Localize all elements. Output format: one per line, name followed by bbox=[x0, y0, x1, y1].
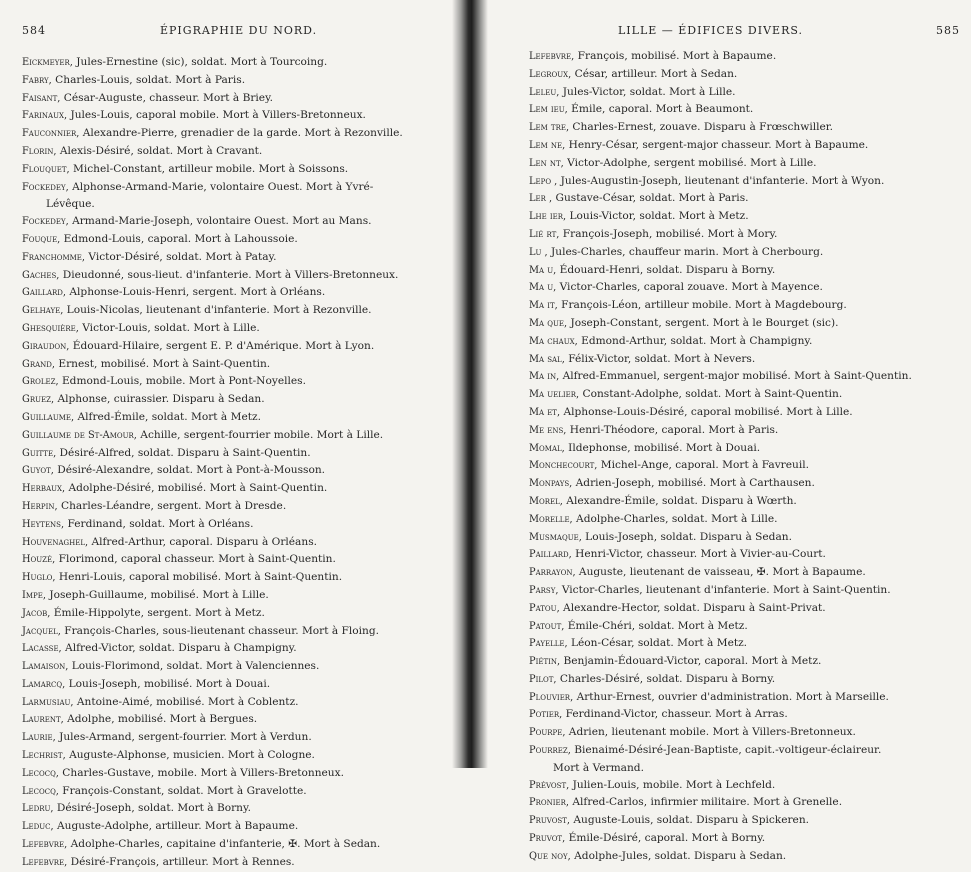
list-item bbox=[529, 208, 959, 226]
entry-details: Édouard-Henri, soldat. Disparu à Borny. bbox=[556, 263, 776, 276]
entry-surname: Giraudon, bbox=[22, 340, 70, 352]
list-item bbox=[529, 618, 959, 636]
entry-details: Edmond-Louis, caporal. Mort à Lahoussoie. bbox=[60, 232, 298, 245]
list-item bbox=[529, 848, 959, 866]
entry-surname: Florin, bbox=[22, 145, 57, 157]
list-item bbox=[529, 493, 959, 511]
entry-surname: Fabry, bbox=[22, 74, 52, 86]
entry-surname: Leleu, bbox=[529, 86, 560, 98]
list-item bbox=[529, 48, 959, 66]
list-item bbox=[529, 404, 959, 422]
entry-surname: Patou, bbox=[529, 602, 560, 614]
list-item bbox=[529, 511, 959, 529]
entry-details: Victor-Désiré, soldat. Mort à Patay. bbox=[85, 250, 277, 263]
list-item bbox=[529, 226, 959, 244]
list-item bbox=[22, 391, 442, 409]
entry-surname: Pronier, bbox=[529, 797, 569, 809]
entry-details: Gustave-César, soldat. Mort à Paris. bbox=[552, 192, 749, 205]
entry-details: César-Auguste, chasseur. Mort à Briey. bbox=[60, 91, 274, 104]
entry-surname: Patout, bbox=[529, 620, 565, 632]
list-item bbox=[529, 101, 959, 119]
entry-surname: Flouquet, bbox=[22, 163, 70, 175]
list-item bbox=[22, 427, 442, 445]
entry-details: Adolphe-Désiré, mobilisé. Mort à Saint-Quentin. bbox=[65, 482, 328, 495]
entry-surname: Payelle, bbox=[529, 638, 568, 650]
entry-details: Alexandre-Hector, soldat. Disparu à Saint-Privat. bbox=[559, 601, 826, 614]
entry-surname: Ghesquière, bbox=[22, 322, 79, 334]
entry-details: Joseph-Constant, sergent. Mort à le Bourget (sic). bbox=[567, 316, 839, 329]
entry-details: Alfred-Victor, soldat. Disparu à Champigny. bbox=[61, 642, 297, 655]
list-item bbox=[529, 742, 959, 760]
list-item bbox=[22, 213, 442, 231]
entry-details: Charles-Ernest, zouave. Disparu à Frœschwiller. bbox=[569, 121, 834, 134]
entry-details: Alfred-Emmanuel, sergent-major mobilisé. Mort à Saint-Quentin. bbox=[559, 370, 912, 383]
list-item bbox=[22, 302, 442, 320]
entry-surname: Ma uelier, bbox=[529, 389, 580, 401]
entry-details: Victor-Charles, lieutenant d'infanterie. Mort à Saint-Quentin. bbox=[558, 583, 891, 596]
entry-details: Alexandre-Pierre, grenadier de la garde. Mort à Rezonville. bbox=[79, 127, 403, 140]
list-item bbox=[529, 173, 959, 191]
entry-details: Félix-Victor, soldat. Mort à Nevers. bbox=[564, 352, 756, 365]
entry-surname: Fockedey, bbox=[22, 181, 69, 193]
list-item bbox=[529, 529, 959, 547]
entry-details: Edmond-Louis, mobile. Mort à Pont-Noyelles. bbox=[58, 375, 306, 388]
list-item bbox=[529, 600, 959, 618]
entry-surname: Faisant, bbox=[22, 92, 61, 104]
entry-details: Louis-Joseph, soldat. Disparu à Sedan. bbox=[581, 530, 792, 543]
entry-surname: Gaches, bbox=[22, 269, 60, 281]
entry-details: Émile-Hippolyte, sergent. Mort à Metz. bbox=[50, 606, 265, 619]
entry-details: Antoine-Aimé, mobilisé. Mort à Coblentz. bbox=[73, 695, 299, 708]
entry-details: Victor-Louis, soldat. Mort à Lille. bbox=[78, 321, 260, 334]
entry-surname: Ma et, bbox=[529, 406, 561, 418]
entry-details: Charles-Désiré, soldat. Disparu à Borny. bbox=[556, 672, 776, 685]
list-item bbox=[22, 409, 442, 427]
entry-details: Adolphe-Charles, capitaine d'infanterie, ✠. Mort à Sedan. bbox=[67, 838, 381, 851]
entry-surname: Herpin, bbox=[22, 500, 58, 512]
entry-surname: Lefebvre, bbox=[22, 856, 68, 868]
entry-details: Adrien-Joseph, mobilisé. Mort à Carthausen. bbox=[572, 477, 815, 490]
entry-surname: Houzé, bbox=[22, 554, 56, 566]
list-item bbox=[22, 249, 442, 267]
entry-surname: Ler , bbox=[529, 193, 553, 205]
entry-details: Jules-Louis, caporal mobile. Mort à Villers-Bretonneux. bbox=[67, 109, 366, 122]
list-item bbox=[529, 653, 959, 671]
entry-surname: Lefebvre, bbox=[529, 51, 575, 62]
entry-surname: Lechrist, bbox=[22, 750, 66, 762]
entry-details: Ferdinand-Victor, chasseur. Mort à Arras. bbox=[562, 708, 788, 721]
entry-details: Louis-Victor, soldat. Mort à Metz. bbox=[566, 210, 749, 223]
entry-surname: Fouque, bbox=[22, 233, 61, 245]
entry-surname: Lecocq, bbox=[22, 785, 59, 797]
entry-surname: Lu , bbox=[529, 246, 548, 258]
entry-details: Florimond, caporal chasseur. Mort à Saint-Quentin. bbox=[55, 553, 336, 566]
entry-details: Louis-Nicolas, lieutenant d'infanterie. Mort à Rezonville. bbox=[63, 304, 372, 317]
entry-details: Victor-Charles, caporal zouave. Mort à Mayence. bbox=[556, 281, 823, 294]
list-item bbox=[529, 777, 959, 795]
list-item bbox=[529, 368, 959, 386]
entry-details: Ferdinand, soldat. Mort à Orléans. bbox=[64, 517, 254, 530]
list-item bbox=[22, 783, 442, 801]
list-item bbox=[529, 812, 959, 830]
entry-details: Louis-Florimond, soldat. Mort à Valenciennes. bbox=[68, 660, 320, 673]
entry-surname: Piétin, bbox=[529, 656, 561, 668]
entry-details: Alexis-Désiré, soldat. Mort à Cravant. bbox=[56, 144, 263, 157]
entry-details: Désiré-Alexandre, soldat. Mort à Pont-à-Mousson. bbox=[53, 464, 326, 477]
entry-surname: Fauconnier, bbox=[22, 128, 80, 140]
entry-surname: Ma sal, bbox=[529, 353, 565, 365]
entry-details: Charles-Léandre, sergent. Mort à Dresde. bbox=[57, 499, 287, 512]
list-item bbox=[529, 830, 959, 848]
list-item bbox=[529, 724, 959, 742]
list-item bbox=[529, 440, 959, 458]
list-item bbox=[22, 445, 442, 463]
left-page-number: 584 bbox=[22, 24, 46, 37]
entry-details: Édouard-Hilaire, sergent E. P. d'Amérique. Mort à Lyon. bbox=[69, 339, 375, 352]
list-item bbox=[22, 818, 442, 836]
entry-details: Jules-Augustin-Joseph, lieutenant d'infanterie. Mort à Wyon. bbox=[557, 174, 885, 187]
list-item bbox=[529, 279, 959, 297]
entry-surname: Fockedey, bbox=[22, 216, 69, 228]
entry-details: François-Constant, soldat. Mort à Gravelotte. bbox=[58, 784, 307, 797]
entry-surname: Herbaux, bbox=[22, 483, 66, 495]
entry-surname: Parsy, bbox=[529, 584, 559, 596]
entry-surname: Gelhaye, bbox=[22, 305, 64, 317]
entry-surname: Monchecourt, bbox=[529, 460, 598, 472]
list-item bbox=[529, 671, 959, 689]
entry-surname: Jacob, bbox=[22, 607, 51, 619]
entry-surname: Heytens, bbox=[22, 518, 65, 530]
list-item bbox=[22, 587, 442, 605]
entry-surname: Lefebvre, bbox=[22, 839, 68, 851]
entry-details: Constant-Adolphe, soldat. Mort à Saint-Quentin. bbox=[579, 388, 843, 401]
list-item bbox=[529, 794, 959, 812]
entry-surname: Gruez, bbox=[22, 394, 55, 406]
entry-surname: Gaillard, bbox=[22, 287, 66, 299]
entry-surname: Ma u, bbox=[529, 282, 557, 294]
entry-details: Michel-Ange, caporal. Mort à Favreuil. bbox=[597, 459, 809, 472]
entry-details: Auguste-Alphonse, musicien. Mort à Cologne. bbox=[65, 749, 315, 762]
entry-details: Arthur-Ernest, ouvrier d'administration. Mort à Marseille. bbox=[573, 690, 889, 703]
left-page bbox=[0, 0, 468, 868]
entry-surname: Que noy, bbox=[529, 850, 571, 862]
list-item bbox=[22, 516, 442, 534]
entry-surname: Len nt, bbox=[529, 157, 564, 169]
entry-details: Alphonse, cuirassier. Disparu à Sedan. bbox=[54, 393, 265, 406]
entry-surname: Lamaison, bbox=[22, 661, 69, 673]
entry-details: Jules-Charles, chauffeur marin. Mort à Cherbourg. bbox=[547, 245, 824, 258]
entry-details: Jules-Armand, sergent-fourrier. Mort à Verdun. bbox=[55, 731, 312, 744]
entry-surname: Plouvier, bbox=[529, 691, 574, 703]
list-item bbox=[22, 143, 442, 161]
list-item bbox=[22, 605, 442, 623]
entry-surname: Musmaque, bbox=[529, 531, 582, 543]
list-item bbox=[22, 711, 442, 729]
list-item bbox=[529, 706, 959, 724]
list-item bbox=[22, 107, 442, 125]
list-item bbox=[22, 800, 442, 818]
entry-surname: Ma chaux, bbox=[529, 335, 578, 347]
list-item bbox=[529, 386, 959, 404]
entry-details: Dieudonné, sous-lieut. d'infanterie. Mort à Villers-Bretonneux. bbox=[59, 268, 399, 281]
entry-details: Alfred-Carlos, infirmier militaire. Mort à Grenelle. bbox=[569, 796, 843, 809]
entry-surname: Jacquel, bbox=[22, 625, 61, 637]
entry-surname: Ledru, bbox=[22, 803, 54, 815]
right-page-number: 585 bbox=[936, 24, 960, 37]
entry-details: Auguste-Louis, soldat. Disparu à Spickeren. bbox=[570, 814, 810, 827]
list-item bbox=[529, 760, 959, 777]
list-item bbox=[22, 480, 442, 498]
entry-details: Henri-Théodore, caporal. Mort à Paris. bbox=[566, 423, 779, 436]
entry-details: Alfred-Émile, soldat. Mort à Metz. bbox=[74, 410, 261, 423]
entry-details: Charles-Gustave, mobile. Mort à Villers-Bretonneux. bbox=[58, 766, 344, 779]
entry-surname: Parrayon, bbox=[529, 567, 576, 579]
entry-surname: Momal, bbox=[529, 442, 565, 454]
entry-details: Alphonse-Louis-Henri, sergent. Mort à Orléans. bbox=[66, 286, 326, 299]
left-running-head: ÉPIGRAPHIE DU NORD. bbox=[160, 24, 318, 37]
list-item bbox=[529, 564, 959, 582]
list-item bbox=[22, 125, 442, 143]
entry-surname: Pilot, bbox=[529, 673, 557, 685]
list-item bbox=[22, 90, 442, 108]
entry-surname: Pourrez, bbox=[529, 745, 571, 757]
entry-details: Ernest, mobilisé. Mort à Saint-Quentin. bbox=[55, 357, 271, 370]
list-item bbox=[529, 689, 959, 707]
entry-details: Henri-Victor, chasseur. Mort à Vivier-au-Court. bbox=[571, 548, 826, 561]
entry-details: Émile, caporal. Mort à Beaumont. bbox=[567, 103, 754, 116]
list-item bbox=[22, 498, 442, 516]
entry-surname: Lhe ier, bbox=[529, 211, 567, 223]
list-item bbox=[529, 119, 959, 137]
list-item bbox=[529, 333, 959, 351]
entry-surname: Guillaume de St-Amour, bbox=[22, 429, 137, 441]
list-item bbox=[22, 729, 442, 747]
list-item bbox=[22, 854, 442, 872]
list-item bbox=[529, 137, 959, 155]
entry-surname: Pourpe, bbox=[529, 727, 566, 739]
entry-details: François-Charles, sous-lieutenant chasseur. Mort à Floing. bbox=[60, 624, 380, 637]
entry-surname: Ma u, bbox=[529, 264, 557, 276]
list-item bbox=[22, 356, 442, 374]
entry-details: Edmond-Arthur, soldat. Mort à Champigny. bbox=[577, 334, 813, 347]
entry-details: Benjamin-Édouard-Victor, caporal. Mort à Metz. bbox=[560, 655, 822, 668]
entry-surname: Pruvot, bbox=[529, 833, 566, 845]
entry-details: Alphonse-Armand-Marie, volontaire Ouest. Mort à Yvré- bbox=[68, 180, 374, 193]
list-item bbox=[22, 747, 442, 765]
entry-details: Michel-Constant, artilleur mobile. Mort à Soissons. bbox=[69, 162, 349, 175]
entry-details: Joseph-Guillaume, mobilisé. Mort à Lille. bbox=[45, 588, 269, 601]
entry-surname: Impe, bbox=[22, 589, 46, 601]
entry-surname: Potier, bbox=[529, 709, 563, 721]
list-item bbox=[22, 267, 442, 285]
entry-surname: Guitte, bbox=[22, 447, 57, 459]
entry-surname: Prévost, bbox=[529, 779, 570, 791]
entry-details: Désiré-François, artilleur. Mort à Rennes. bbox=[67, 855, 295, 868]
entry-details: Louis-Joseph, mobilisé. Mort à Douai. bbox=[65, 677, 271, 690]
entry-surname: Lacasse, bbox=[22, 643, 62, 655]
entry-surname: Pruvost, bbox=[529, 815, 571, 827]
entry-details: Armand-Marie-Joseph, volontaire Ouest. Mort au Mans. bbox=[68, 215, 372, 228]
entry-details: Alphonse-Louis-Désiré, caporal mobilisé. Mort à Lille. bbox=[560, 405, 853, 418]
list-item bbox=[529, 84, 959, 102]
list-item bbox=[529, 582, 959, 600]
entry-surname: Farinaux, bbox=[22, 110, 68, 122]
entry-details: Julien-Louis, mobile. Mort à Lechfeld. bbox=[569, 778, 776, 791]
list-item bbox=[529, 297, 959, 315]
entry-details: Adrien, lieutenant mobile. Mort à Villers-Bretonneux. bbox=[565, 726, 856, 739]
entry-surname: Paillard, bbox=[529, 549, 572, 561]
list-item bbox=[22, 551, 442, 569]
list-item bbox=[529, 190, 959, 208]
entry-details: Mort à Vermand. bbox=[553, 761, 644, 774]
list-item bbox=[22, 694, 442, 712]
entry-surname: Grolez, bbox=[22, 376, 59, 388]
right-running-head: LILLE — ÉDIFICES DIVERS. bbox=[618, 24, 803, 37]
entry-details: Adolphe, mobilisé. Mort à Bergues. bbox=[63, 713, 258, 726]
list-item bbox=[22, 373, 442, 391]
list-item bbox=[529, 422, 959, 440]
entry-details: Désiré-Alfred, soldat. Disparu à Saint-Quentin. bbox=[56, 446, 311, 459]
entry-surname: Guillaume, bbox=[22, 411, 75, 423]
entry-surname: Larmusiau, bbox=[22, 696, 74, 708]
list-item bbox=[22, 765, 442, 783]
entry-surname: Ma it, bbox=[529, 300, 558, 312]
entry-surname: Laurent, bbox=[22, 714, 64, 726]
list-item bbox=[529, 155, 959, 173]
entry-surname: Eickmeyer, bbox=[22, 57, 73, 68]
list-item bbox=[529, 244, 959, 262]
entry-surname: Houvenaghel, bbox=[22, 536, 89, 548]
list-item bbox=[22, 676, 442, 694]
list-item bbox=[529, 457, 959, 475]
entry-surname: Me ens, bbox=[529, 424, 567, 436]
list-item bbox=[529, 262, 959, 280]
list-item bbox=[22, 640, 442, 658]
list-item bbox=[22, 72, 442, 90]
entry-details: Jules-Ernestine (sic), soldat. Mort à Tourcoing. bbox=[72, 56, 328, 68]
list-item bbox=[529, 546, 959, 564]
list-item bbox=[22, 179, 442, 197]
entry-details: François, mobilisé. Mort à Bapaume. bbox=[574, 50, 777, 62]
list-item bbox=[22, 836, 442, 854]
right-page bbox=[478, 0, 971, 862]
entry-details: Victor-Adolphe, sergent mobilisé. Mort à Lille. bbox=[563, 156, 817, 169]
entry-surname: Morelle, bbox=[529, 513, 573, 525]
entry-details: Désiré-Joseph, soldat. Mort à Borny. bbox=[53, 802, 251, 815]
list-item bbox=[22, 338, 442, 356]
entry-details: Alexandre-Émile, soldat. Disparu à Wœrth. bbox=[562, 494, 797, 507]
list-item bbox=[22, 569, 442, 587]
entry-surname: Guyot, bbox=[22, 465, 54, 477]
entry-details: Lévêque. bbox=[46, 198, 95, 211]
entry-surname: Ma in, bbox=[529, 371, 560, 383]
entry-details: Jules-Victor, soldat. Mort à Lille. bbox=[559, 85, 736, 98]
list-item bbox=[529, 66, 959, 84]
entry-surname: Monpays, bbox=[529, 478, 573, 490]
list-item bbox=[22, 196, 442, 213]
entry-details: Bienaimé-Désiré-Jean-Baptiste, capit.-voltigeur-éclaireur. bbox=[570, 744, 882, 757]
entry-surname: Lem ieu, bbox=[529, 104, 568, 116]
entry-details: Léon-César, soldat. Mort à Metz. bbox=[567, 637, 748, 650]
list-item bbox=[22, 320, 442, 338]
entry-details: Auguste-Adolphe, artilleur. Mort à Bapaume. bbox=[53, 820, 299, 833]
list-item bbox=[529, 475, 959, 493]
entry-details: Adolphe-Jules, soldat. Disparu à Sedan. bbox=[570, 849, 787, 862]
list-item bbox=[22, 534, 442, 552]
list-item bbox=[22, 284, 442, 302]
entry-details: Adolphe-Charles, soldat. Mort à Lille. bbox=[572, 512, 778, 525]
entry-surname: Lem ne, bbox=[529, 139, 566, 151]
entry-details: François-Léon, artilleur mobile. Mort à Magdebourg. bbox=[557, 299, 847, 312]
entry-details: Émile-Chéri, soldat. Mort à Metz. bbox=[564, 619, 748, 632]
list-item bbox=[22, 161, 442, 179]
entry-surname: Legroux, bbox=[529, 68, 572, 80]
entry-details: Émile-Désiré, caporal. Mort à Borny. bbox=[565, 832, 766, 845]
list-item bbox=[22, 462, 442, 480]
entry-details: Henry-César, sergent-major chasseur. Mort à Bapaume. bbox=[565, 138, 869, 151]
left-entry-list bbox=[22, 54, 442, 872]
entry-details: François-Joseph, mobilisé. Mort à Mory. bbox=[559, 227, 778, 240]
entry-surname: Leduc, bbox=[22, 821, 54, 833]
list-item bbox=[22, 54, 442, 72]
entry-surname: Morel, bbox=[529, 495, 563, 507]
right-entry-list bbox=[529, 48, 959, 866]
list-item bbox=[529, 351, 959, 369]
list-item bbox=[22, 658, 442, 676]
entry-surname: Ma que, bbox=[529, 317, 568, 329]
entry-details: Ildephonse, mobilisé. Mort à Douai. bbox=[564, 441, 761, 454]
entry-details: Alfred-Arthur, caporal. Disparu à Orléans. bbox=[88, 535, 317, 548]
entry-surname: Grand, bbox=[22, 358, 56, 370]
list-item bbox=[529, 315, 959, 333]
entry-details: Auguste, lieutenant de vaisseau, ✠. Mort à Bapaume. bbox=[575, 566, 866, 579]
entry-details: Henri-Louis, caporal mobilisé. Mort à Saint-Quentin. bbox=[55, 571, 343, 584]
entry-surname: Lié rt, bbox=[529, 228, 560, 240]
list-item bbox=[529, 635, 959, 653]
entry-details: Charles-Louis, soldat. Mort à Paris. bbox=[51, 73, 246, 86]
entry-surname: Lepo , bbox=[529, 175, 558, 187]
entry-surname: Laurie, bbox=[22, 732, 56, 744]
entry-surname: Lamarcq, bbox=[22, 678, 66, 690]
entry-surname: Lem tre, bbox=[529, 122, 570, 134]
entry-surname: Lecocq, bbox=[22, 767, 59, 779]
entry-surname: Franchomme, bbox=[22, 251, 86, 263]
entry-details: César, artilleur. Mort à Sedan. bbox=[571, 67, 738, 80]
entry-surname: Huglo, bbox=[22, 572, 56, 584]
list-item bbox=[22, 231, 442, 249]
list-item bbox=[22, 623, 442, 641]
entry-details: Achille, sergent-fourrier mobile. Mort à Lille. bbox=[136, 428, 384, 441]
